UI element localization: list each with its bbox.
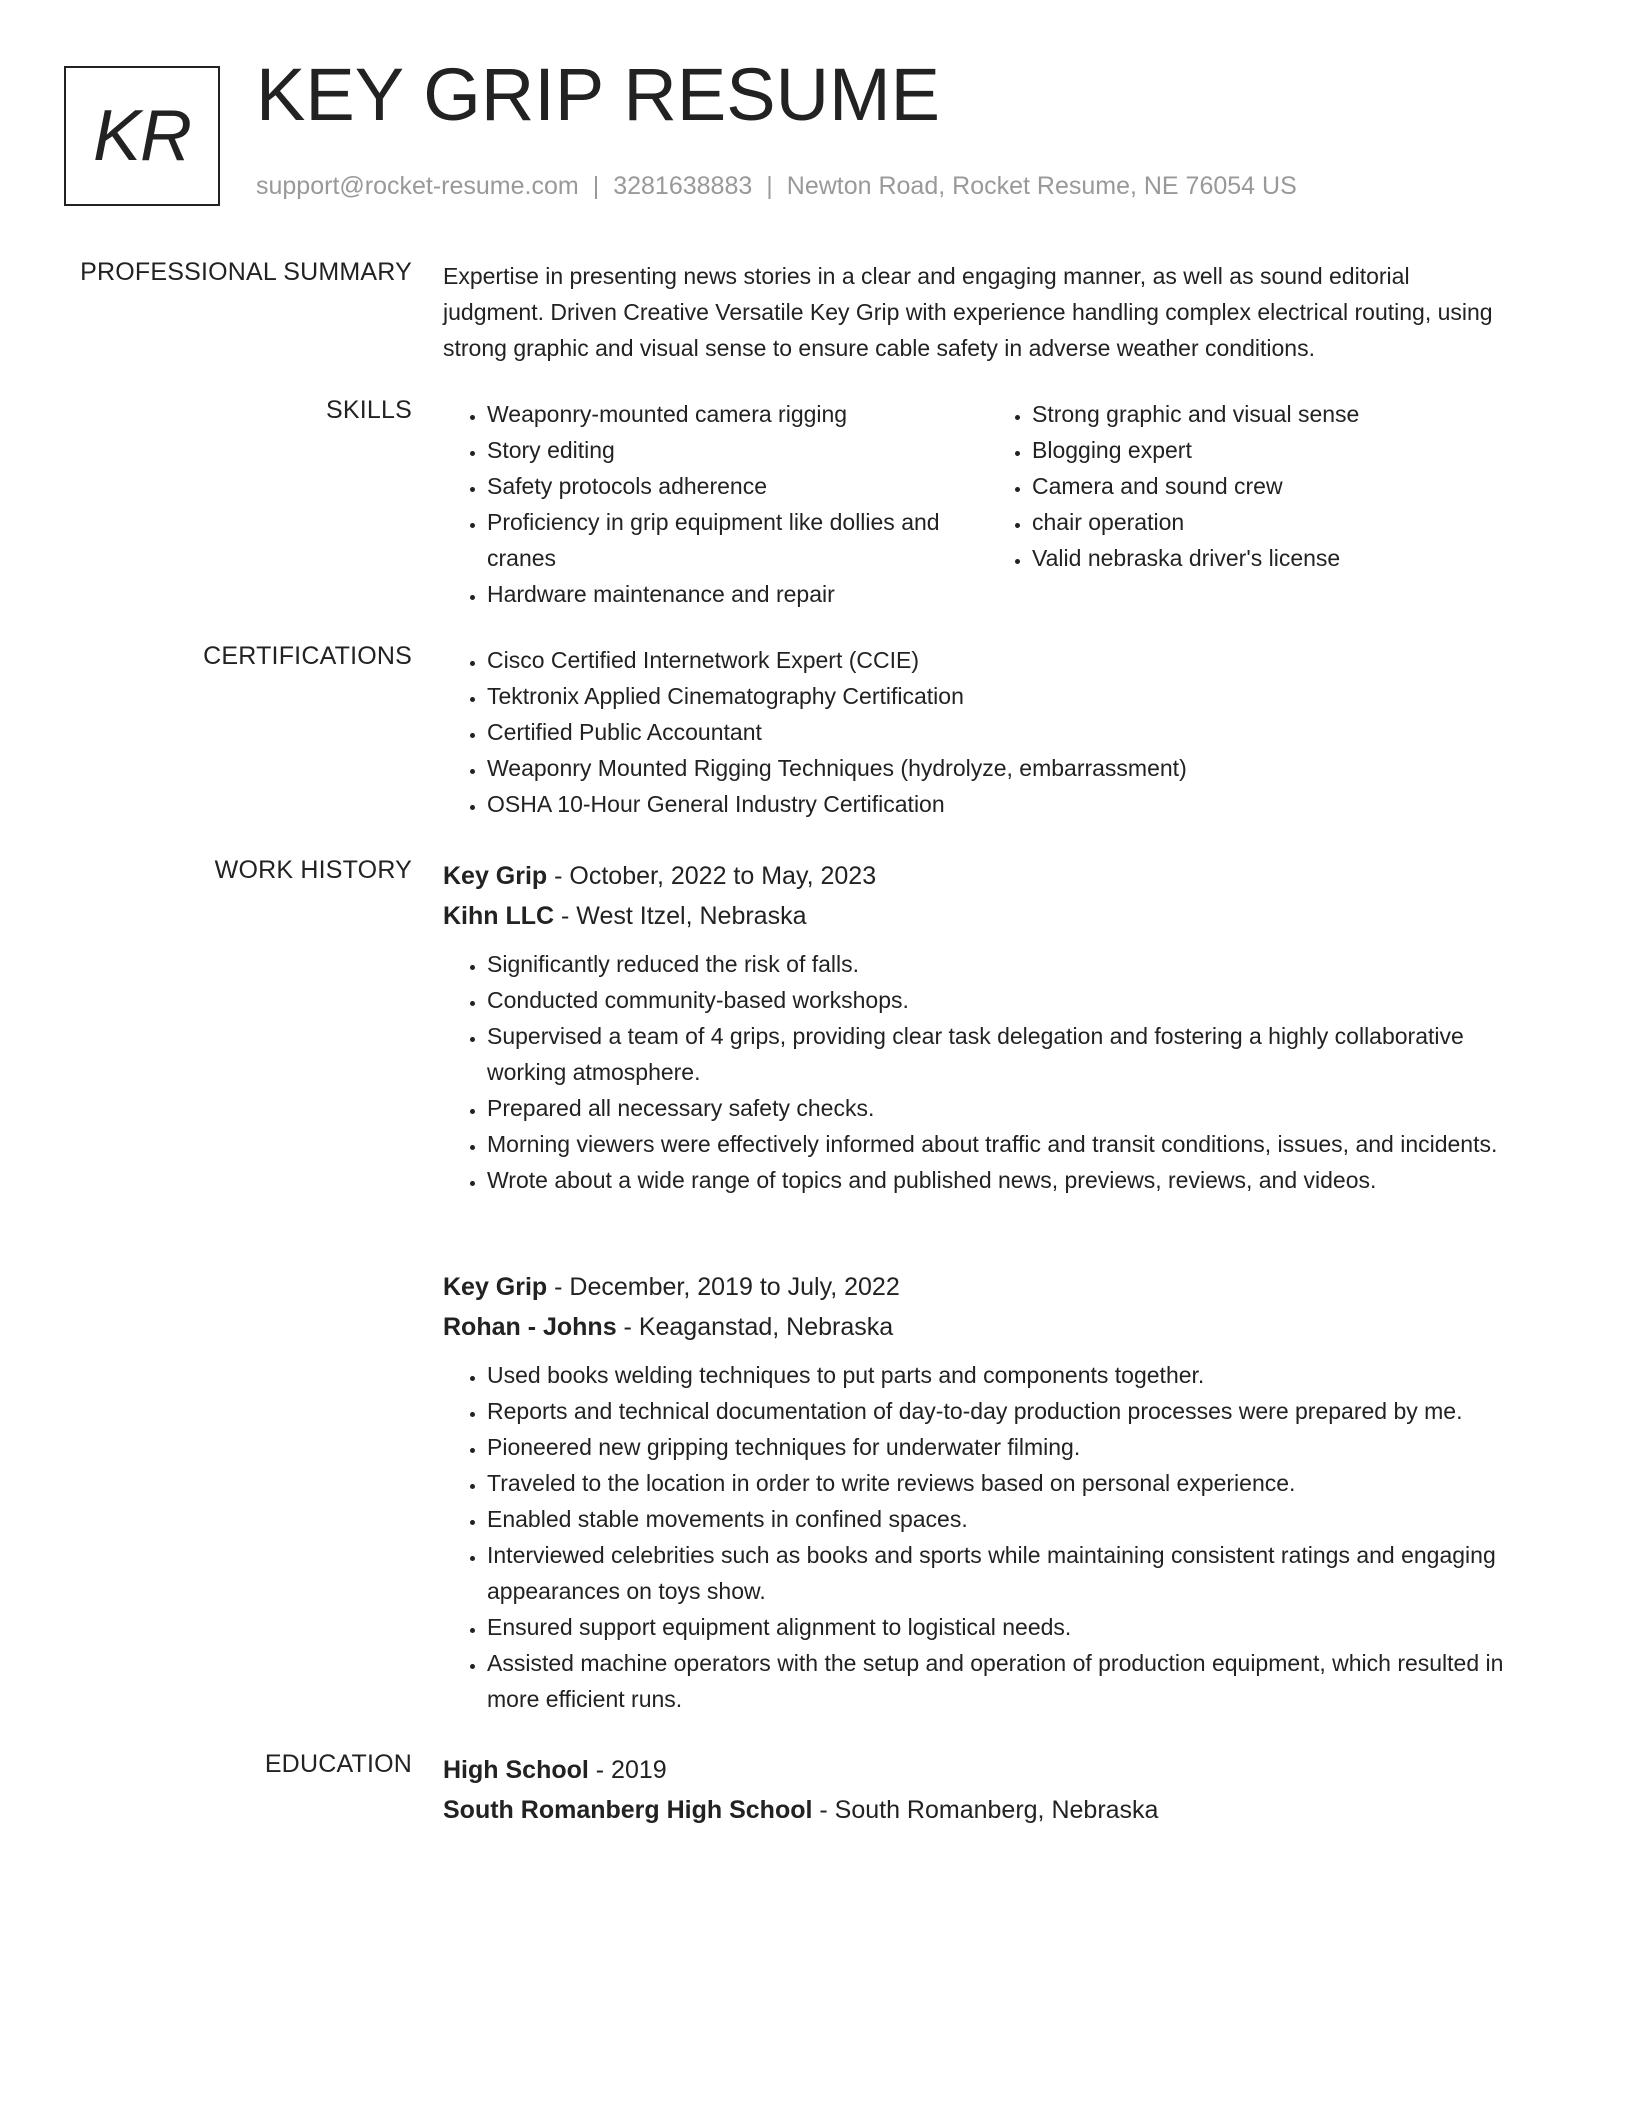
contact-line: [256, 172, 1297, 201]
job-bullet: • Reports and technical documentation of day-to-day production processes were prepared by me.: [487, 1393, 1543, 1429]
job-company: Rohan - Johns: [443, 1313, 617, 1341]
skill-item: • chair operation: [1032, 504, 1533, 540]
job-bullet: • Ensured support equipment alignment to logistical needs.: [487, 1609, 1543, 1645]
section-heading-certifications: CERTIFICATIONS: [203, 642, 412, 670]
certification-item: • OSHA 10-Hour General Industry Certification: [487, 786, 1543, 822]
job-bullet: • Interviewed celebrities such as books and sports while maintaining consistent ratings and engaging appearances on toys show.: [487, 1537, 1543, 1609]
contact-separator: |: [766, 172, 773, 200]
job-title-line: [443, 856, 1543, 896]
monogram-initials: KR: [92, 96, 192, 176]
skills-list-right: [988, 396, 1533, 576]
job-bullet: • Morning viewers were effectively informed about traffic and transit conditions, issues, and incidents.: [487, 1126, 1543, 1162]
job-location: - Keaganstad, Nebraska: [616, 1313, 894, 1341]
job-bullet: • Enabled stable movements in confined spaces.: [487, 1501, 1543, 1537]
skill-item: • Safety protocols adherence: [487, 468, 988, 504]
job-bullet: • Significantly reduced the risk of falls.: [487, 946, 1543, 982]
job-title: Key Grip: [443, 862, 548, 890]
education-location: - South Romanberg, Nebraska: [812, 1796, 1159, 1824]
resume-title: KEY GRIP RESUME: [256, 53, 941, 136]
job-dates: - October, 2022 to May, 2023: [547, 862, 877, 890]
education-year: - 2019: [588, 1756, 667, 1784]
job-bullet: • Wrote about a wide range of topics and published news, previews, reviews, and videos.: [487, 1162, 1543, 1198]
job-location: - West Itzel, Nebraska: [554, 902, 807, 930]
job-entry: [443, 1267, 1543, 1717]
job-bullet: • Traveled to the location in order to write reviews based on personal experience.: [487, 1465, 1543, 1501]
job-bullet: • Pioneered new gripping techniques for underwater filming.: [487, 1429, 1543, 1465]
education-degree: High School: [443, 1756, 589, 1784]
education-degree-line: [443, 1750, 1543, 1790]
section-heading-work-history: WORK HISTORY: [214, 856, 412, 884]
contact-phone: 3281638883: [613, 172, 753, 200]
job-company: Kihn LLC: [443, 902, 555, 930]
job-title: Key Grip: [443, 1273, 548, 1301]
summary-text: Expertise in presenting news stories in a clear and engaging manner, as well as sound editorial judgment. Driven Creative Versatile Key Grip with experience handling complex electrical routing, using strong graphic and visual sense to ensure cable safety in adverse weather conditions.: [443, 263, 1493, 361]
skill-item: • Proficiency in grip equipment like dollies and cranes: [487, 504, 988, 576]
job-company-line: [443, 896, 1543, 936]
job-bullet: • Supervised a team of 4 grips, providing clear task delegation and fostering a highly collaborative working atmosphere.: [487, 1018, 1543, 1090]
certifications-list: [443, 642, 1543, 822]
skill-item: • Blogging expert: [1032, 432, 1533, 468]
job-bullet: • Assisted machine operators with the setup and operation of production equipment, which resulted in more efficient runs.: [487, 1645, 1543, 1717]
skills-list-left: [443, 396, 988, 612]
certification-item: • Cisco Certified Internetwork Expert (CCIE): [487, 642, 1543, 678]
job-title-line: [443, 1267, 1543, 1307]
education-school: South Romanberg High School: [443, 1796, 813, 1824]
job-entry: [443, 856, 1543, 1198]
job-bullets: [443, 1357, 1543, 1717]
certification-item: • Tektronix Applied Cinematography Certification: [487, 678, 1543, 714]
job-company-line: [443, 1307, 1543, 1347]
section-heading-summary: PROFESSIONAL SUMMARY: [80, 258, 412, 286]
job-bullet: • Conducted community-based workshops.: [487, 982, 1543, 1018]
monogram-box: [64, 66, 220, 206]
skill-item: • Strong graphic and visual sense: [1032, 396, 1533, 432]
job-bullets: [443, 946, 1543, 1198]
certification-item: • Certified Public Accountant: [487, 714, 1543, 750]
education-school-line: [443, 1790, 1543, 1830]
job-bullet: • Prepared all necessary safety checks.: [487, 1090, 1543, 1126]
contact-email: support@rocket-resume.com: [256, 172, 579, 200]
skill-item: • Camera and sound crew: [1032, 468, 1533, 504]
certification-item: • Weaponry Mounted Rigging Techniques (hydrolyze, embarrassment): [487, 750, 1543, 786]
skill-item: • Story editing: [487, 432, 988, 468]
skill-item: • Weaponry-mounted camera rigging: [487, 396, 988, 432]
contact-separator: |: [592, 172, 600, 200]
skill-item: • Valid nebraska driver's license: [1032, 540, 1533, 576]
skill-item: • Hardware maintenance and repair: [487, 576, 988, 612]
contact-address: Newton Road, Rocket Resume, NE 76054 US: [786, 172, 1297, 200]
job-bullet: • Used books welding techniques to put parts and components together.: [487, 1357, 1543, 1393]
job-dates: - December, 2019 to July, 2022: [547, 1273, 900, 1301]
section-heading-skills: SKILLS: [326, 396, 412, 424]
section-heading-education: EDUCATION: [264, 1750, 412, 1778]
